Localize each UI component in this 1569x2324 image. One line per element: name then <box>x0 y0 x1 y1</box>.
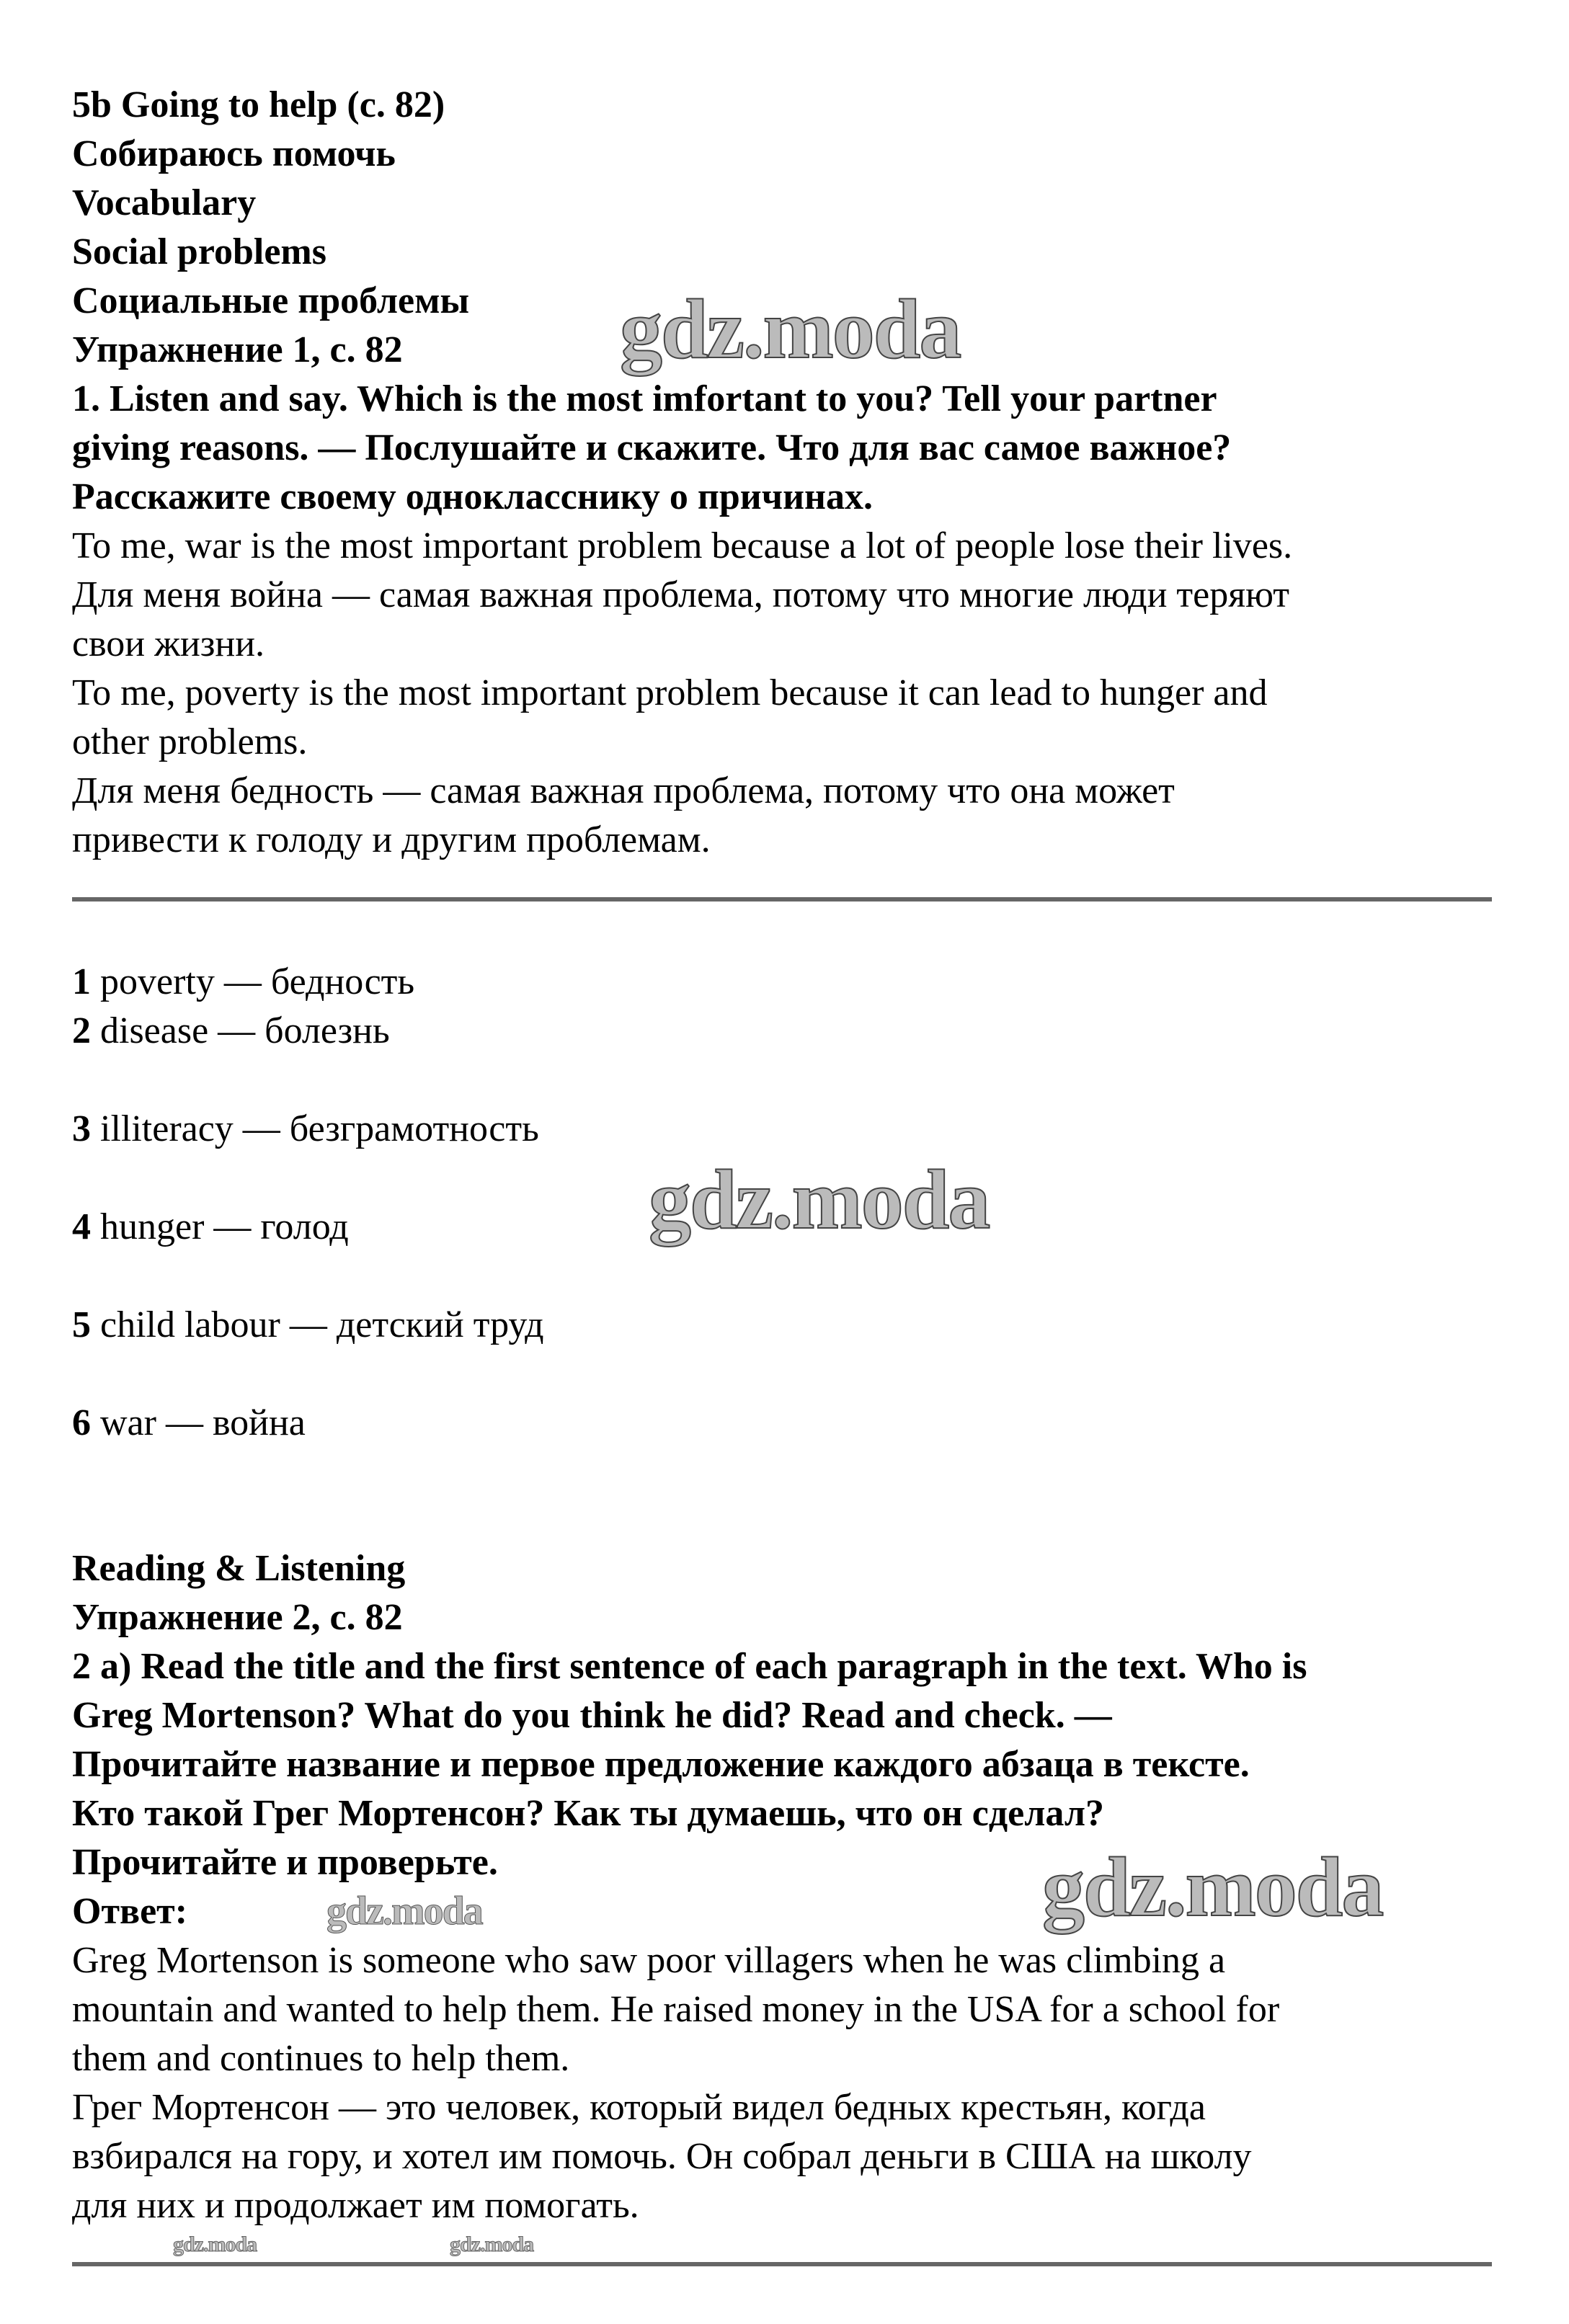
exercise-1-answer: привести к голоду и другим проблемам. <box>72 819 711 860</box>
vocab-text: hunger — голод <box>91 1206 349 1247</box>
vocab-text: poverty — бедность <box>91 961 415 1002</box>
vocab-text: disease — болезнь <box>91 1010 390 1051</box>
exercise-2-task: 2 a) Read the title and the first sentence of each paragraph in the text. Who is <box>72 1646 1307 1687</box>
watermark-logo: gdz.moda <box>326 1889 482 1933</box>
exercise-1-answer: Для меня бедность — самая важная проблема, потому что она может <box>72 770 1175 811</box>
vocab-item <box>72 1301 544 1350</box>
vocab-text: child labour — детский труд <box>91 1304 544 1345</box>
exercise-1-task: giving reasons. — Послушайте и скажите. Что для вас самое важное? <box>72 427 1232 468</box>
page-title: 5b Going to help (с. 82) <box>72 84 445 125</box>
vocab-item <box>72 1105 539 1154</box>
exercise-1-task: 1. Listen and say. Which is the most imfortant to you? Tell your partner <box>72 378 1217 419</box>
watermark-logo: gdz.moda <box>173 2232 257 2256</box>
exercise-1-label: Упражнение 1, с. 82 <box>72 329 403 370</box>
vocab-item <box>72 1007 390 1056</box>
vocab-number: 6 <box>72 1402 91 1443</box>
exercise-2-task: Greg Mortenson? What do you think he did? Read and check. — <box>72 1695 1112 1736</box>
answer-label: Ответ: <box>72 1891 188 1932</box>
subsection-heading-ru: Социальные проблемы <box>72 280 470 321</box>
vocab-item <box>72 958 414 1007</box>
vocab-item <box>72 1203 349 1252</box>
exercise-2-answer: them and continues to help them. <box>72 2038 570 2079</box>
vocab-text: illiteracy — безграмотность <box>91 1108 539 1149</box>
exercise-2-task: Прочитайте название и первое предложение каждого абзаца в тексте. <box>72 1744 1250 1785</box>
divider <box>72 897 1492 901</box>
vocab-number: 1 <box>72 961 91 1002</box>
exercise-1-answer: To me, war is the most important problem because a lot of people lose their lives. <box>72 525 1293 566</box>
vocab-text: war — война <box>91 1402 306 1443</box>
exercise-2-task: Прочитайте и проверьте. <box>72 1842 498 1883</box>
exercise-2-answer: для них и продолжает им помогать. <box>72 2185 639 2226</box>
exercise-2-answer: Грег Мортенсон — это человек, который видел бедных крестьян, когда <box>72 2087 1206 2128</box>
exercise-2-answer: mountain and wanted to help them. He raised money in the USA for a school for <box>72 1989 1280 2030</box>
watermark-logo: gdz.moda <box>649 1152 990 1247</box>
vocab-number: 5 <box>72 1304 91 1345</box>
exercise-2-answer: взбирался на гору, и хотел им помочь. Он собрал деньги в США на школу <box>72 2136 1252 2177</box>
vocab-item <box>72 1399 306 1448</box>
section-heading: Reading & Listening <box>72 1548 406 1589</box>
subsection-heading: Social problems <box>72 231 326 272</box>
exercise-1-answer: To me, poverty is the most important problem because it can lead to hunger and <box>72 672 1268 713</box>
watermark-logo: gdz.moda <box>620 282 961 376</box>
section-heading: Vocabulary <box>72 182 257 223</box>
vocab-number: 4 <box>72 1206 91 1247</box>
watermark-logo: gdz.moda <box>1042 1840 1383 1934</box>
exercise-2-answer: Greg Mortenson is someone who saw poor villagers when he was climbing a <box>72 1940 1226 1981</box>
exercise-1-answer: Для меня война — самая важная проблема, потому что многие люди теряют <box>72 574 1290 615</box>
vocab-number: 3 <box>72 1108 91 1149</box>
exercise-1-task: Расскажите своему однокласснику о причинах. <box>72 476 873 517</box>
exercise-2-task: Кто такой Грег Мортенсон? Как ты думаешь, что он сделал? <box>72 1793 1105 1834</box>
vocab-number: 2 <box>72 1010 91 1051</box>
exercise-2-label: Упражнение 2, с. 82 <box>72 1597 403 1638</box>
exercise-1-answer: other problems. <box>72 721 308 762</box>
watermark-logo: gdz.moda <box>450 2232 534 2256</box>
divider <box>72 2262 1492 2266</box>
exercise-1-answer: свои жизни. <box>72 623 265 664</box>
page-title-ru: Собираюсь помочь <box>72 133 396 174</box>
